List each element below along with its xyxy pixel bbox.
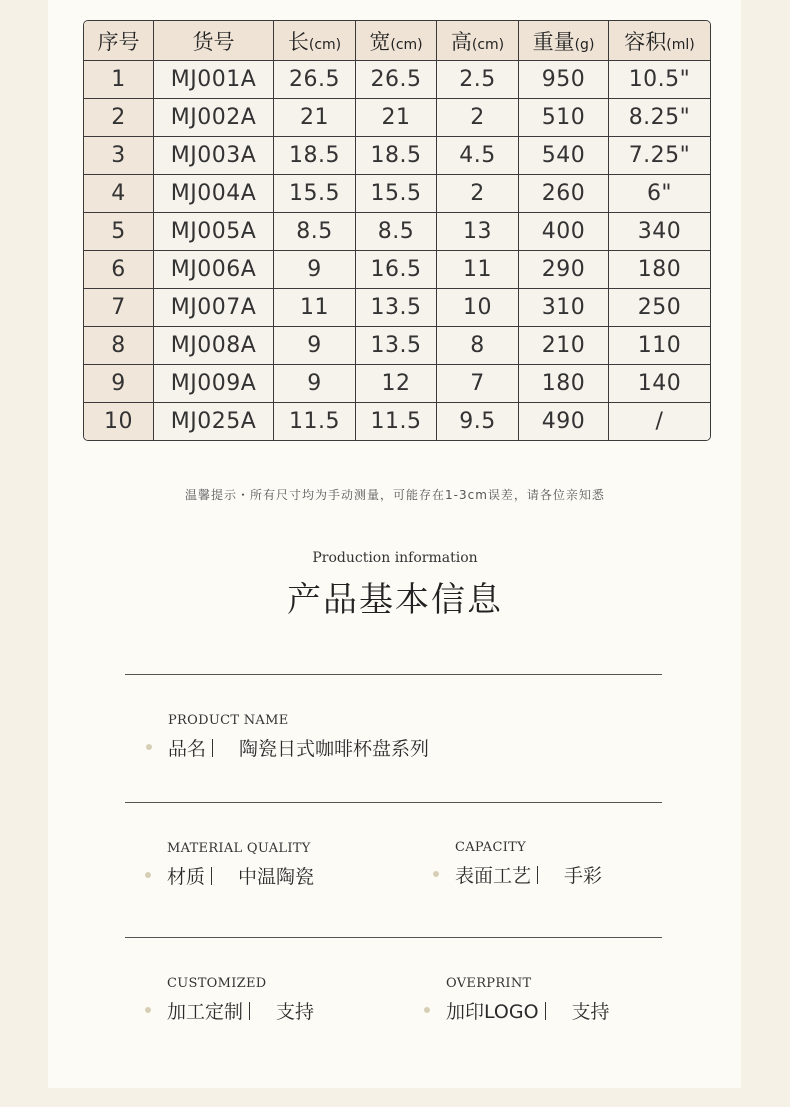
table-cell: 490 (519, 403, 609, 440)
table-row (84, 403, 710, 440)
table-cell: 9 (274, 365, 356, 403)
column-header (154, 21, 274, 61)
table-cell: 2.5 (437, 61, 519, 99)
row-index-cell: 8 (84, 327, 154, 365)
table-cell: 8.5 (274, 213, 356, 251)
table-cell: 110 (609, 327, 710, 365)
table-row (84, 213, 710, 251)
table-cell: 11.5 (356, 403, 437, 440)
table-row (84, 365, 710, 403)
table-cell: 6" (609, 175, 710, 213)
info-material (167, 841, 314, 889)
info-value: 陶瓷日式咖啡杯盘系列 (239, 738, 430, 760)
table-row (84, 327, 710, 365)
section-subtitle: Production information (312, 550, 478, 566)
bullet-dot (146, 744, 152, 750)
table-cell: 250 (609, 289, 710, 327)
table-cell: 210 (519, 327, 609, 365)
row-index-cell: 6 (84, 251, 154, 289)
row-index-cell: 2 (84, 99, 154, 137)
table-cell: 18.5 (356, 137, 437, 175)
info-label: 表面工艺 (455, 865, 532, 887)
table-cell: 16.5 (356, 251, 437, 289)
info-value: 支持 (571, 1001, 610, 1023)
table-row (84, 61, 710, 99)
column-header-text: 长 (287, 29, 309, 54)
table-cell: 8 (437, 327, 519, 365)
table-cell: MJ004A (154, 175, 274, 213)
table-cell: / (609, 403, 710, 440)
column-header-text: 宽 (369, 29, 391, 54)
table-cell: 9 (274, 327, 356, 365)
table-cell: 11.5 (274, 403, 356, 440)
table-row (84, 289, 710, 327)
divider (125, 674, 662, 675)
info-value: 中温陶瓷 (238, 866, 315, 888)
table-cell: 10.5" (609, 61, 710, 99)
table-cell: 2 (437, 175, 519, 213)
separator (211, 867, 212, 885)
table-row (84, 251, 710, 289)
table-cell: 8.5 (356, 213, 437, 251)
table-cell: MJ008A (154, 327, 274, 365)
info-label: 加工定制 (167, 1001, 244, 1023)
table-cell: MJ003A (154, 137, 274, 175)
table-cell: 950 (519, 61, 609, 99)
info-capacity (455, 840, 602, 888)
info-customized (167, 976, 314, 1024)
separator (537, 866, 538, 884)
info-en-label: MATERIAL QUALITY (167, 841, 311, 856)
row-index-cell: 3 (84, 137, 154, 175)
table-cell: 400 (519, 213, 609, 251)
table-cell: MJ025A (154, 403, 274, 440)
table-cell: 180 (519, 365, 609, 403)
divider (125, 802, 662, 803)
row-index-cell: 5 (84, 213, 154, 251)
table-cell: 8.25" (609, 99, 710, 137)
table-cell: 15.5 (356, 175, 437, 213)
column-header (519, 21, 609, 61)
info-en-label: PRODUCT NAME (168, 713, 289, 728)
table-cell: 21 (274, 99, 356, 137)
table-cell: 2 (437, 99, 519, 137)
divider (125, 937, 662, 938)
table-cell: MJ001A (154, 61, 274, 99)
separator (249, 1002, 250, 1020)
table-cell: 310 (519, 289, 609, 327)
info-label: 材质 (167, 866, 206, 888)
column-header (609, 21, 710, 61)
column-header (274, 21, 356, 61)
column-header (356, 21, 437, 61)
table-cell: 140 (609, 365, 710, 403)
section-title: 产品基本信息 (287, 580, 503, 620)
row-index-cell: 4 (84, 175, 154, 213)
table-cell: 10 (437, 289, 519, 327)
table-cell: MJ006A (154, 251, 274, 289)
column-header-unit: (g) (574, 36, 595, 53)
table-cell: 11 (274, 289, 356, 327)
table-cell: 12 (356, 365, 437, 403)
separator (212, 739, 213, 757)
table-cell: 290 (519, 251, 609, 289)
info-overprint (446, 976, 610, 1024)
table-row (84, 99, 710, 137)
table-cell: 7.25" (609, 137, 710, 175)
table-cell: MJ002A (154, 99, 274, 137)
column-header-unit: (cm) (390, 36, 423, 53)
table-cell: 7 (437, 365, 519, 403)
row-index-cell: 10 (84, 403, 154, 440)
bullet-dot (145, 1007, 151, 1013)
info-label: 加印LOGO (446, 1001, 539, 1023)
separator (545, 1002, 546, 1020)
table-cell: MJ005A (154, 213, 274, 251)
table-cell: MJ009A (154, 365, 274, 403)
info-en-label: CUSTOMIZED (167, 976, 267, 991)
table-cell: 11 (437, 251, 519, 289)
table-row (84, 175, 710, 213)
row-index-cell: 7 (84, 289, 154, 327)
info-label: 品名 (168, 738, 207, 760)
table-cell: 13.5 (356, 327, 437, 365)
column-header (437, 21, 519, 61)
column-header-text: 容积 (624, 29, 667, 54)
table-cell: 540 (519, 137, 609, 175)
column-header-unit: (cm) (471, 36, 505, 53)
table-cell: 13 (437, 213, 519, 251)
column-header-text: 重量 (532, 29, 575, 54)
table-cell: 15.5 (274, 175, 356, 213)
column-header-text: 货号 (192, 29, 235, 54)
table-cell: 180 (609, 251, 710, 289)
size-spec-table (83, 20, 711, 441)
table-row (84, 137, 710, 175)
bullet-dot (145, 872, 151, 878)
column-header-unit: (ml) (666, 36, 695, 53)
bullet-dot (433, 871, 439, 877)
info-en-label: CAPACITY (455, 840, 527, 855)
measurement-tip: 温馨提示・所有尺寸均为手动测量，可能存在1-3cm误差，请各位亲知悉 (185, 488, 605, 502)
column-header-text: 序号 (97, 29, 140, 54)
table-cell: 26.5 (274, 61, 356, 99)
table-cell: 260 (519, 175, 609, 213)
table-cell: 4.5 (437, 137, 519, 175)
table-header-row (84, 21, 710, 61)
table-cell: 9 (274, 251, 356, 289)
table-cell: 9.5 (437, 403, 519, 440)
row-index-cell: 1 (84, 61, 154, 99)
info-value: 手彩 (564, 865, 603, 887)
info-value: 支持 (276, 1001, 315, 1023)
table-cell: 18.5 (274, 137, 356, 175)
column-header (84, 21, 154, 61)
table-cell: 510 (519, 99, 609, 137)
table-cell: 13.5 (356, 289, 437, 327)
row-index-cell: 9 (84, 365, 154, 403)
column-header-unit: (cm) (308, 36, 342, 53)
table-cell: 26.5 (356, 61, 437, 99)
column-header-text: 高 (450, 29, 472, 54)
bullet-dot (424, 1007, 430, 1013)
table-cell: 340 (609, 213, 710, 251)
info-en-label: OVERPRINT (446, 976, 532, 991)
info-product-name (168, 713, 429, 761)
table-cell: MJ007A (154, 289, 274, 327)
table-cell: 21 (356, 99, 437, 137)
